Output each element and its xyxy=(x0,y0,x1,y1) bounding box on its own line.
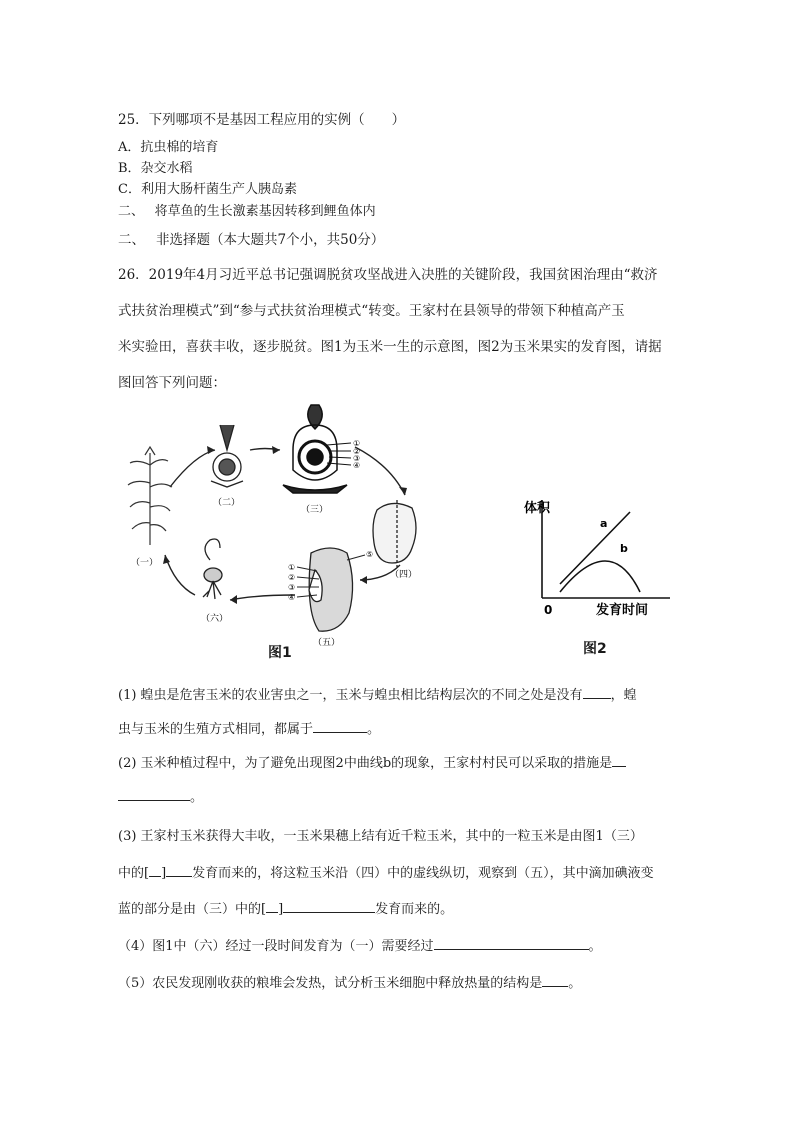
q26-sub2-text-b: 。 xyxy=(190,790,204,805)
circle-num-1: ① xyxy=(353,439,361,448)
q26-sub4-line xyxy=(118,935,602,954)
q26-sub3-line-3 xyxy=(118,898,453,917)
stage-label-4: （四） xyxy=(390,570,418,580)
q26-sub1-line-1 xyxy=(118,684,637,703)
q26-intro-line-3: 米实验田，喜获丰收，逐步脱贫。图1为玉米一生的示意图，图2为玉米果实的发育图，请据 xyxy=(118,339,662,355)
origin-label: 0 xyxy=(544,603,553,617)
q26-sub1-line-2 xyxy=(118,718,380,737)
q26-intro-line-1: 26．2019年4月习近平总书记强调脱贫攻坚战进入决胜的关键阶段，我国贫困治理由“救济 xyxy=(118,267,658,283)
figure-1 xyxy=(115,395,435,660)
stage-label-2: （二） xyxy=(213,498,241,508)
q26-sub3-blank-2[interactable] xyxy=(166,862,192,877)
flower-bud-icon xyxy=(211,425,243,487)
stage-label-5: （五） xyxy=(313,638,341,648)
q26-sub2-line-1 xyxy=(118,752,626,771)
cycle-arrow-1-2 xyxy=(170,450,215,487)
q26-sub1-text-a: (1) 蝗虫是危害玉米的农业害虫之一，玉米与蝗虫相比结构层次的不同之处是没有 xyxy=(118,688,583,703)
q26-sub5-line xyxy=(118,972,581,991)
corn-life-cycle-diagram xyxy=(115,395,435,660)
stage-label-6: （六） xyxy=(201,614,229,624)
section-num-2: ② xyxy=(288,573,296,582)
stage-label-1: （一） xyxy=(131,558,159,568)
q25-option-c: C．利用大肠杆菌生产人胰岛素 xyxy=(118,182,297,197)
q26-sub3-blank-3[interactable] xyxy=(266,898,278,913)
q25-option-b: B．杂交水稻 xyxy=(118,161,193,176)
q26-sub3-bracket-close-2: ] xyxy=(278,902,284,917)
q26-sub5-text-a: （5）农民发现刚收获的粮堆会发热，试分析玉米细胞中释放热量的结构是 xyxy=(118,976,543,991)
y-axis-label: 体积 xyxy=(524,501,551,516)
q26-sub2-blank-part2[interactable] xyxy=(118,786,190,801)
q26-sub1-text-c: 虫与玉米的生殖方式相同，都属于 xyxy=(118,722,314,737)
q26-sub3-line-1: (3) 王家村玉米获得大丰收，一玉米果穗上结有近千粒玉米，其中的一粒玉米是由图1（三） xyxy=(118,829,643,844)
curve-b-line xyxy=(560,561,640,592)
section-num-1: ① xyxy=(288,563,296,572)
q26-sub1-text-b: ，蝗 xyxy=(610,688,637,703)
q26-sub1-text-d: 。 xyxy=(367,722,381,737)
q25-option-a: A．抗虫棉的培育 xyxy=(118,140,219,155)
q26-sub5-blank[interactable] xyxy=(542,972,568,987)
q25-option-d: 二、 将草鱼的生长激素基因转移到鲤鱼体内 xyxy=(118,204,376,219)
circle-num-4: ④ xyxy=(353,461,361,470)
stage-label-3: （三） xyxy=(301,505,329,515)
flower-structure-icon xyxy=(283,405,351,493)
seedling-icon xyxy=(203,539,222,599)
circle-num-2: ② xyxy=(353,447,361,456)
q26-sub3-blank-4[interactable] xyxy=(283,898,375,913)
figure-2 xyxy=(520,490,680,630)
q26-intro-line-4: 图回答下列问题： xyxy=(118,375,226,391)
curve-a-label: a xyxy=(600,517,608,530)
q26-sub3-line-2 xyxy=(118,862,654,881)
growth-curve-chart xyxy=(520,490,680,630)
q26-sub2-line-2 xyxy=(118,786,203,805)
q26-sub1-blank-1[interactable] xyxy=(583,684,611,699)
corn-kernel-icon xyxy=(373,500,416,567)
section-num-5: ⑤ xyxy=(366,550,374,559)
circle-num-3: ③ xyxy=(353,454,361,463)
cycle-arrow-6-1 xyxy=(165,555,195,595)
q26-sub3-bracket-close-1: ] xyxy=(161,866,167,881)
section-num-3: ③ xyxy=(288,583,296,592)
q25-title: 25．下列哪项不是基因工程应用的实例（ ） xyxy=(118,112,406,128)
q26-sub3-bracket-open-1: 中的[ xyxy=(118,866,150,881)
figure-2-caption: 图2 xyxy=(583,641,607,657)
figure-1-caption: 图1 xyxy=(268,645,292,661)
q26-sub2-text-a: (2) 玉米种植过程中，为了避免出现图2中曲线b的现象，王家村村民可以采取的措施是 xyxy=(118,756,613,771)
q26-sub4-text-a: （4）图1中（六）经过一段时间发育为（一）需要经过 xyxy=(118,939,434,954)
kernel-section-icon xyxy=(297,548,365,631)
q26-sub3-text-e: 发育而来的。 xyxy=(375,902,454,917)
cycle-arrow-5-6 xyxy=(230,595,295,600)
x-axis-label: 发育时间 xyxy=(596,603,649,618)
q26-sub3-text-d: 蓝的部分是由（三）中的[ xyxy=(118,902,267,917)
q26-sub3-blank-1[interactable] xyxy=(149,862,161,877)
q26-sub3-text-c: 发育而来的，将这粒玉米沿（四）中的虚线纵切，观察到（五），其中滴加碘液变 xyxy=(192,866,654,881)
section-num-4: ④ xyxy=(288,593,296,602)
q26-sub2-blank-part1[interactable] xyxy=(612,752,626,767)
section-heading: 二、 非选择题（本大题共7个小，共50分） xyxy=(118,232,385,248)
q26-sub4-blank[interactable] xyxy=(434,935,589,950)
q26-intro-line-2: 式扶贫治理模式”到“参与式扶贫治理模式“转变。王家村在县领导的带领下种植高产玉 xyxy=(118,303,625,319)
q26-sub4-text-b: 。 xyxy=(588,939,602,954)
q26-sub5-text-b: 。 xyxy=(568,976,582,991)
q26-sub1-blank-2[interactable] xyxy=(313,718,367,733)
cycle-arrow-3-4 xyxy=(355,447,405,495)
corn-plant-icon xyxy=(128,447,172,545)
curve-b-label: b xyxy=(620,542,628,555)
